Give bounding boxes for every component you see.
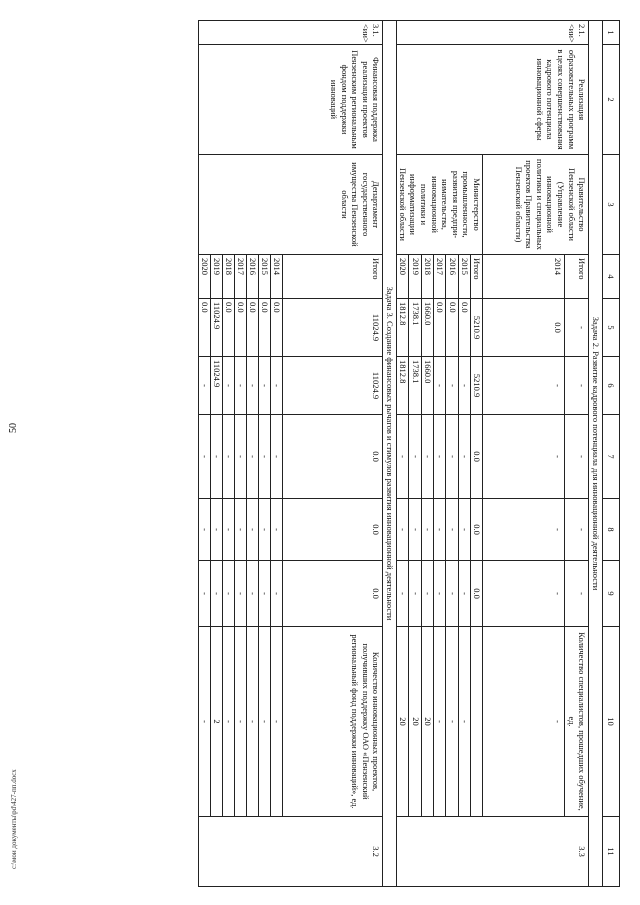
value-cell: - [458,499,470,561]
value-cell: - [235,627,247,817]
value-cell: 0.0 [434,299,446,357]
value-cell: 2 [211,627,223,817]
indicator-code: 3.2 [199,817,383,887]
value-cell: - [409,499,421,561]
value-cell: - [397,499,409,561]
value-cell: - [235,415,247,499]
col-header: 4 [603,255,620,299]
value-cell: - [434,499,446,561]
value-cell: - [199,357,211,415]
value-cell: - [446,499,458,561]
value-cell: - [199,415,211,499]
value-cell: - [483,561,565,627]
value-cell: - [565,561,589,627]
value-cell: 0.0 [283,561,383,627]
value-cell: 0.0 [199,299,211,357]
value-cell: - [271,627,283,817]
year-cell: 2014 [271,255,283,299]
value-cell: - [223,415,235,499]
col-header: 7 [603,415,620,499]
year-cell: 2017 [434,255,446,299]
value-cell: 0.0 [223,299,235,357]
value-cell: - [446,561,458,627]
value-cell: 0.0 [247,299,259,357]
file-path-footer: c:\мои документы\pd\427-пп.docx [10,769,18,869]
year-cell: 2017 [235,255,247,299]
value-cell: - [247,357,259,415]
value-cell: - [211,415,223,499]
measure-name: Реализация образовательных программ в целях совершенствования кадрового потенциала инновационной сферы [397,45,589,155]
value-cell: - [565,415,589,499]
value-cell: - [199,561,211,627]
value-cell: 1660.0 [421,299,433,357]
task-2-heading: Задача 2. Развитие кадрового потенциала для инновационной деятельности [589,21,603,887]
indicator-code: 3.3 [397,817,589,887]
value-cell: - [458,627,470,817]
col-header: 5 [603,299,620,357]
value-cell: - [235,561,247,627]
value-cell: 0.0 [470,561,482,627]
item-number: 2.1. <ии> [397,21,589,45]
value-cell: - [409,561,421,627]
value-cell: - [223,499,235,561]
value-cell: - [223,357,235,415]
value-cell: - [458,357,470,415]
value-cell: - [565,499,589,561]
year-cell: 2016 [247,255,259,299]
value-cell: - [271,357,283,415]
col-header: 2 [603,45,620,155]
value-cell: - [434,561,446,627]
value-cell: 1660.0 [421,357,433,415]
value-cell: - [565,357,589,415]
year-cell: 2019 [409,255,421,299]
value-cell: 20 [421,627,433,817]
value-cell: 1738.1 [409,357,421,415]
value-cell: 0.0 [470,415,482,499]
value-cell: 11024.9 [283,357,383,415]
value-cell: - [434,627,446,817]
value-cell: 1812.8 [397,299,409,357]
value-cell: - [247,499,259,561]
value-cell: 1812.8 [397,357,409,415]
value-cell: - [483,415,565,499]
rotated-page [80,20,620,886]
value-cell: 5210.9 [470,357,482,415]
col-header: 1 [603,21,620,45]
value-cell: - [211,561,223,627]
task-3-heading: Задача 3. Создание финансовых рычагов и стимулов развития инновационной деятельности [383,21,397,887]
value-cell: - [235,357,247,415]
page-number: 50 [8,423,19,433]
value-cell: - [235,499,247,561]
year-cell: Итого [283,255,383,299]
value-cell: 20 [397,627,409,817]
value-cell: - [259,499,271,561]
value-cell: - [458,561,470,627]
value-cell: - [421,561,433,627]
year-cell: 2020 [397,255,409,299]
value-cell: 0.0 [446,299,458,357]
executor: Правительство Пензенской области (Управление инновационной политики и специальных проектов Правительства Пензенской области) [483,155,589,255]
indicator-name: Количество инновационных проектов, получивших поддержку ОАО «Пензенский региональный фонд поддержки инноваций», ед. [283,627,383,817]
value-cell: - [259,357,271,415]
value-cell: - [434,357,446,415]
value-cell: - [421,415,433,499]
value-cell: 5210.9 [470,299,482,357]
value-cell: - [483,627,565,817]
value-cell: - [259,415,271,499]
col-header: 3 [603,155,620,255]
col-header: 8 [603,499,620,561]
value-cell: - [458,415,470,499]
value-cell: - [223,627,235,817]
value-cell: - [199,499,211,561]
year-cell: Итого [565,255,589,299]
year-cell: 2014 [483,255,565,299]
value-cell: - [271,561,283,627]
value-cell: - [446,415,458,499]
value-cell: 0.0 [259,299,271,357]
column-number-row [603,21,620,887]
year-cell: 2018 [421,255,433,299]
col-header: 9 [603,561,620,627]
value-cell: 0.0 [470,499,482,561]
value-cell: 11024.9 [211,357,223,415]
value-cell: - [397,415,409,499]
value-cell: - [223,561,235,627]
year-cell: 2018 [223,255,235,299]
item-number: 3.1. <ии> [199,21,383,45]
col-header: 11 [603,817,620,887]
value-cell: 0.0 [283,415,383,499]
value-cell: 11024.9 [283,299,383,357]
value-cell: - [446,357,458,415]
value-cell: 0.0 [458,299,470,357]
value-cell: - [271,415,283,499]
executor: Министерство промышленности, развития предпри-нимательства, инновационной политики и информатизации Пензенской области [397,155,483,255]
value-cell: - [247,561,259,627]
col-header: 6 [603,357,620,415]
year-cell: 2015 [458,255,470,299]
value-cell: - [565,299,589,357]
value-cell: 0.0 [483,299,565,357]
value-cell: - [247,415,259,499]
value-cell: - [199,627,211,817]
value-cell: 0.0 [271,299,283,357]
value-cell: - [259,561,271,627]
value-cell: - [271,499,283,561]
value-cell: - [211,499,223,561]
value-cell: - [259,627,271,817]
program-table [199,20,621,887]
value-cell: - [421,499,433,561]
executor: Департамент государственного имущества Пензенской области [199,155,383,255]
value-cell: - [434,415,446,499]
year-cell: Итого [470,255,482,299]
value-cell: 11024.9 [211,299,223,357]
value-cell: 20 [409,627,421,817]
year-cell: 2015 [259,255,271,299]
value-cell: 1738.1 [409,299,421,357]
col-header: 10 [603,627,620,817]
value-cell: 0.0 [283,499,383,561]
value-cell: - [397,561,409,627]
year-cell: 2020 [199,255,211,299]
value-cell: - [483,499,565,561]
value-cell [470,627,482,817]
value-cell: - [409,415,421,499]
value-cell: 0.0 [235,299,247,357]
measure-name: Финансовая поддержка реализации проектов Пензенским региональным фондом поддержки инноваций [199,45,383,155]
indicator-name: Количество специалистов, прошедших обучение, ед. [565,627,589,817]
value-cell: - [483,357,565,415]
value-cell: - [247,627,259,817]
value-cell: - [446,627,458,817]
year-cell: 2019 [211,255,223,299]
year-cell: 2016 [446,255,458,299]
